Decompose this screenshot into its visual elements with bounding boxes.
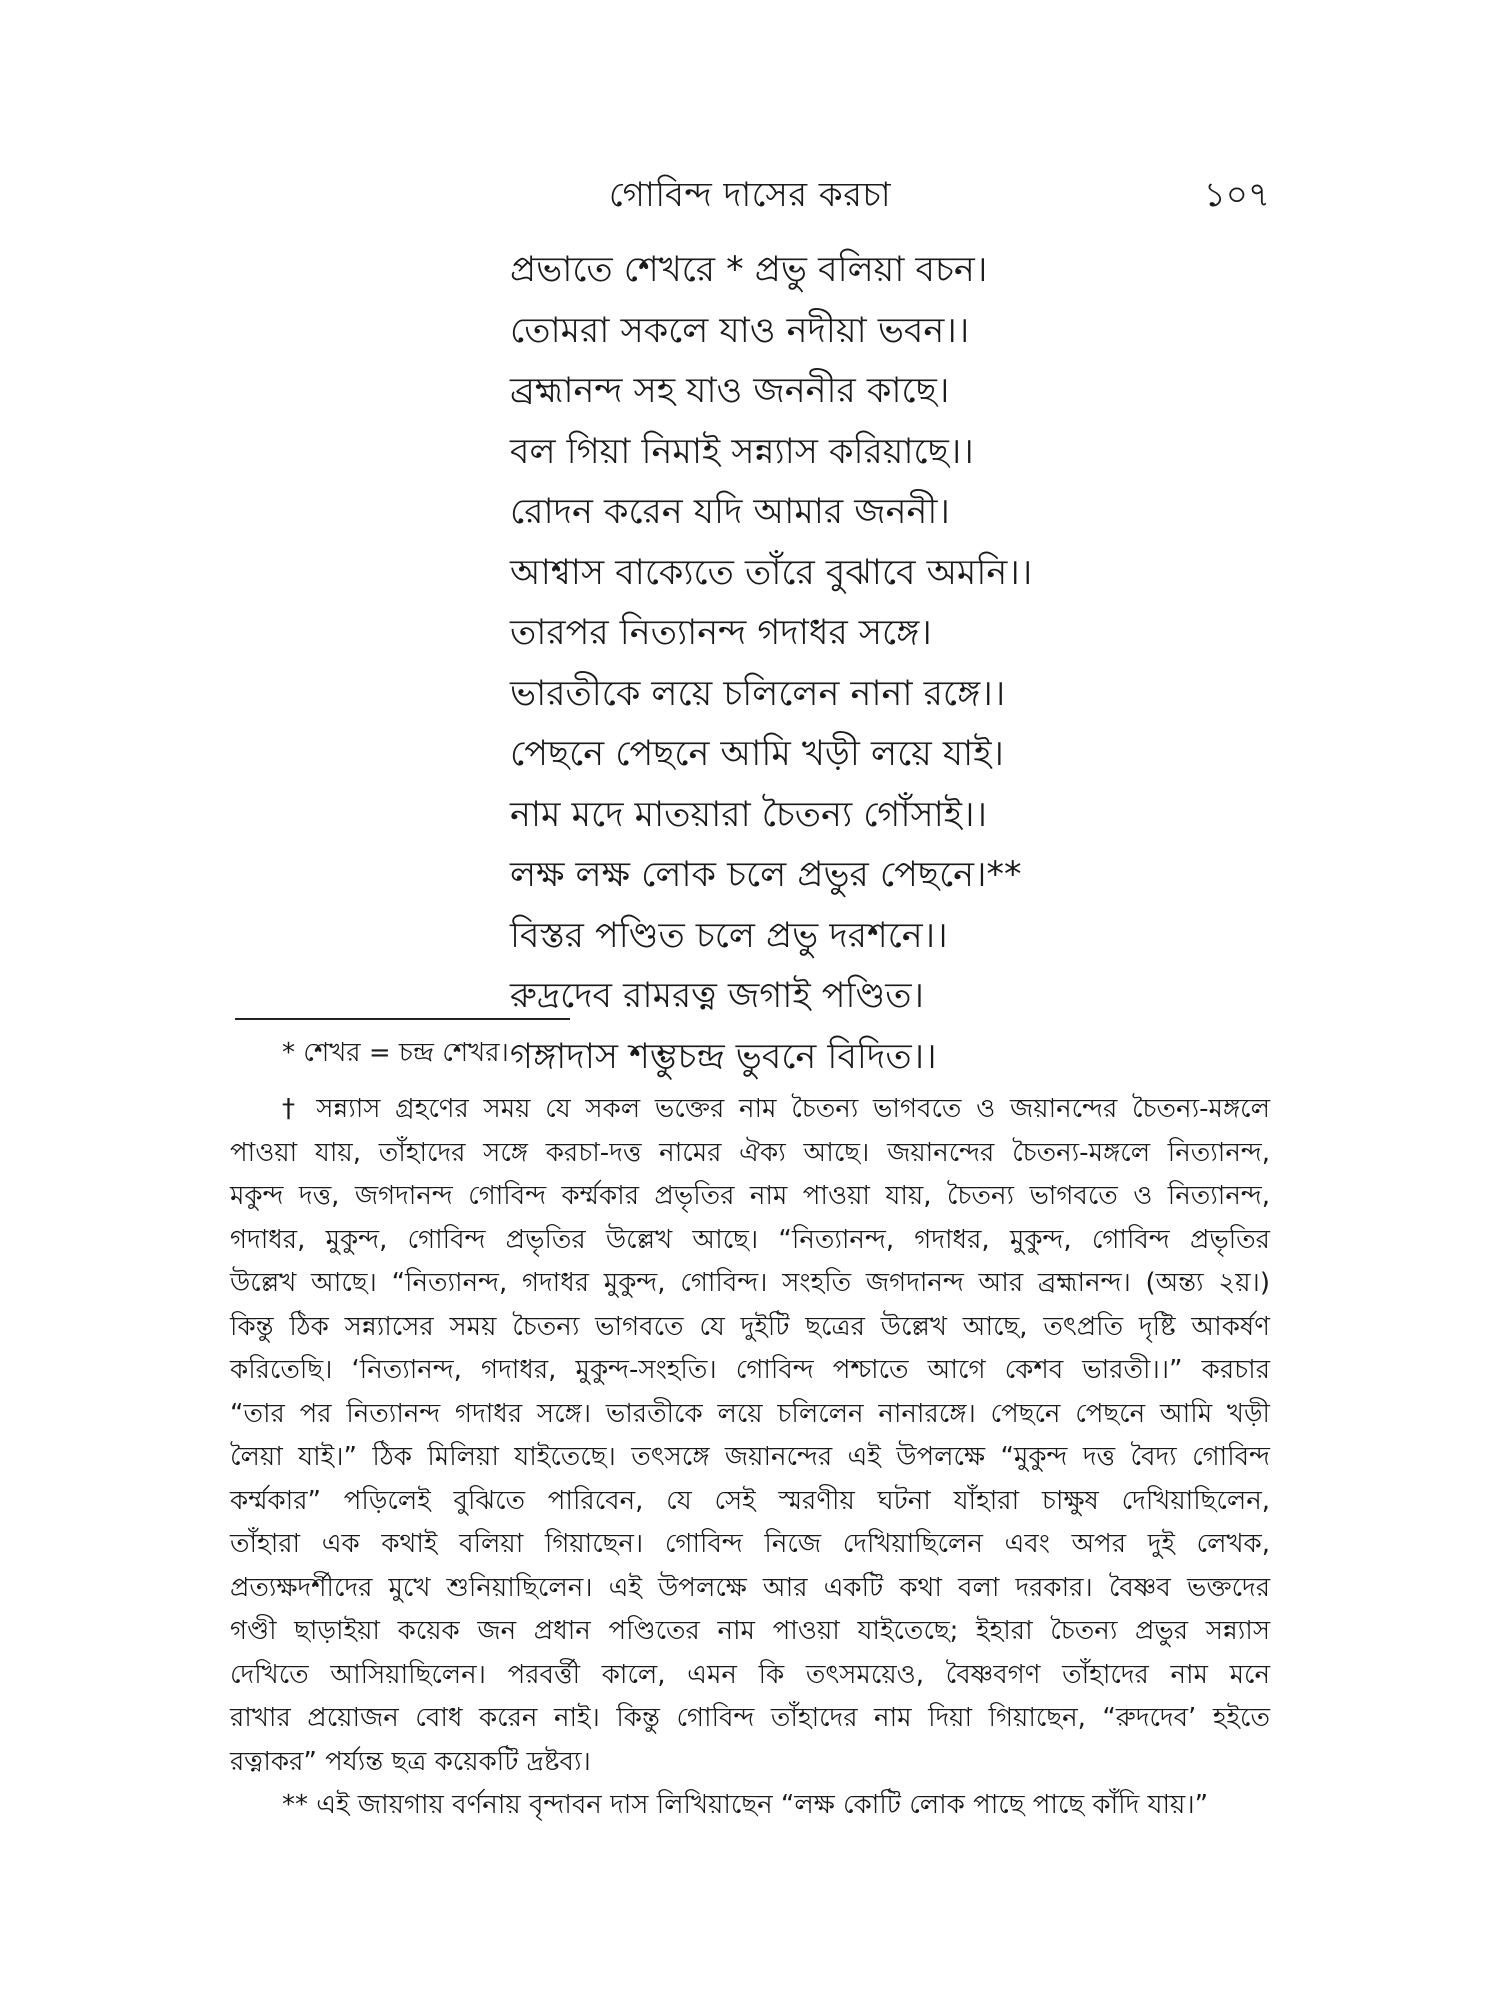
running-title: গোবিন্দ দাসের করচা <box>608 175 892 215</box>
verse-block <box>510 240 1270 1087</box>
footnote-line: রত্নাকর” পর্য্যন্ত ছত্র কয়েকটি দ্রষ্টব্য। <box>230 1746 591 1777</box>
verse-line: বল গিয়া নিমাই সন্ন্যাস করিয়াছে।। <box>510 431 974 472</box>
footnotes-block <box>230 1028 1270 1828</box>
page-number: ১০৭ <box>1203 175 1270 215</box>
footnote-line: তাঁহারা এক কথাই বলিয়া গিয়াছেন। গোবিন্দ নিজে দেখিয়াছিলেন এবং অপর দুই লেখক, <box>230 1529 1270 1559</box>
verse-line: বিস্তর পণ্ডিত চলে প্রভু দরশনে।। <box>510 915 948 956</box>
verse-line: তারপর নিত্যানন্দ গদাধর সঙ্গে। <box>510 613 932 653</box>
footnote-line: দেখিতে আসিয়াছিলেন। পরবর্ত্তী কালে, এমন কি তৎসময়েও, বৈষ্ণবগণ তাঁহাদের নাম মনে <box>230 1659 1270 1690</box>
verse-line: আশ্বাস বাক্যেতে তাঁরে বুঝাবে অমনি।। <box>510 552 1033 593</box>
verse-line: ব্রহ্মানন্দ সহ যাও জননীর কাছে। <box>510 371 950 411</box>
verse-line: রুদ্রদেব রামরত্ন জগাই পণ্ডিত। <box>510 976 925 1016</box>
verse-line: গঙ্গাদাস শম্ভুচন্দ্র ভুবনে বিদিত।। <box>510 1036 937 1077</box>
footnote-line: “তার পর নিত্যানন্দ গদাধর সঙ্গে। ভারতীকে লয়ে চলিলেন নানারঙ্গে। পেছনে পেছনে আমি খড়ী <box>230 1398 1270 1429</box>
footnote-star: * শেখর = চন্দ্র শেখর। <box>282 1038 509 1068</box>
verse-line: লক্ষ লক্ষ লোক চলে প্রভুর পেছনে।** <box>510 855 1022 895</box>
footnote-line: উল্লেখ আছে। “নিত্যানন্দ, গদাধর মুকুন্দ, গোবিন্দ। সংহতি জগদানন্দ আর ব্রহ্মানন্দ। (অন্ত্য ২য়।) <box>230 1268 1270 1298</box>
verse-line: রোদন করেন যদি আমার জননী। <box>510 492 950 532</box>
footnote-divider <box>235 1018 570 1020</box>
footnote-line: গদাধর, মুকুন্দ, গোবিন্দ প্রভৃতির উল্লেখ আছে। “নিত্যানন্দ, গদাধর, মুকুন্দ, গোবিন্দ প্রভৃতির <box>230 1224 1270 1255</box>
verse-line: পেছনে পেছনে আমি খড়ী লয়ে যাই। <box>510 734 1004 774</box>
footnote-line: লৈয়া যাই।” ঠিক মিলিয়া যাইতেছে। তৎসঙ্গে জয়ানন্দের এই উপলক্ষে “মুকুন্দ দত্ত বৈদ্য গোবিন্দ <box>230 1442 1270 1472</box>
footnote-double-star: ** এই জায়গায় বর্ণনায় বৃন্দাবন দাস লিখিয়াছেন “লক্ষ কোটি লোক পাছে পাছে কাঁদি যায়।” <box>282 1790 1209 1820</box>
footnote-line: রাখার প্রয়োজন বোধ করেন নাই। কিন্তু গোবিন্দ তাঁহাদের নাম দিয়া গিয়াছেন, “রুদদেব’ হইতে <box>230 1703 1270 1733</box>
running-header <box>230 170 1270 220</box>
footnote-line: কর্ম্মকার” পড়িলেই বুঝিতে পারিবেন, যে সেই স্মরণীয় ঘটনা যাঁহারা চাক্ষুষ দেখিয়াছিলেন, <box>230 1485 1270 1516</box>
footnote-dagger <box>230 1088 1270 1784</box>
footnote-line: গণ্ডী ছাড়াইয়া কয়েক জন প্রধান পণ্ডিতের নাম পাওয়া যাইতেছে; ইহারা চৈতন্য প্রভুর সন্ন্যাস <box>230 1616 1270 1646</box>
verse-line: প্রভাতে শেখরে * প্রভু বলিয়া বচন। <box>510 250 988 290</box>
verse-line: ভারতীকে লয়ে চলিলেন নানা রঙ্গে।। <box>510 673 1006 714</box>
footnote-line: † সন্ন্যাস গ্রহণের সময় যে সকল ভক্তের নাম চৈতন্য ভাগবতে ও জয়ানন্দের চৈতন্য-মঙ্গলে <box>282 1094 1270 1124</box>
footnote-line: পাওয়া যায়, তাঁহাদের সঙ্গে করচা-দত্ত নামের ঐক্য আছে। জয়ানন্দের চৈতন্য-মঙ্গলে নিত্যানন্দ, <box>230 1137 1270 1168</box>
verse-line: তোমরা সকলে যাও নদীয়া ভবন।। <box>510 310 970 351</box>
verse-line: নাম মদে মাতয়ারা চৈতন্য গোঁসাই।। <box>510 794 988 835</box>
footnote-line: কিন্তু ঠিক সন্ন্যাসের সময় চৈতন্য ভাগবতে যে দুইটি ছত্রের উল্লেখ আছে, তৎপ্রতি দৃষ্টি আকর্ষণ <box>230 1311 1270 1342</box>
footnote-line: প্রত্যক্ষদর্শীদের মুখে শুনিয়াছিলেন। এই উপলক্ষে আর একটি কথা বলা দরকার। বৈষ্ণব ভক্তদের <box>230 1572 1270 1603</box>
footnote-line: করিতেছি। ‘নিত্যানন্দ, গদাধর, মুকুন্দ-সংহতি। গোবিন্দ পশ্চাতে আগে কেশব ভারতী।।” করচার <box>230 1355 1270 1385</box>
footnote-line: মকুন্দ দত্ত, জগদানন্দ গোবিন্দ কর্ম্মকার প্রভৃতির নাম পাওয়া যায়, চৈতন্য ভাগবতে ও নিত্যানন্দ, <box>230 1181 1270 1211</box>
